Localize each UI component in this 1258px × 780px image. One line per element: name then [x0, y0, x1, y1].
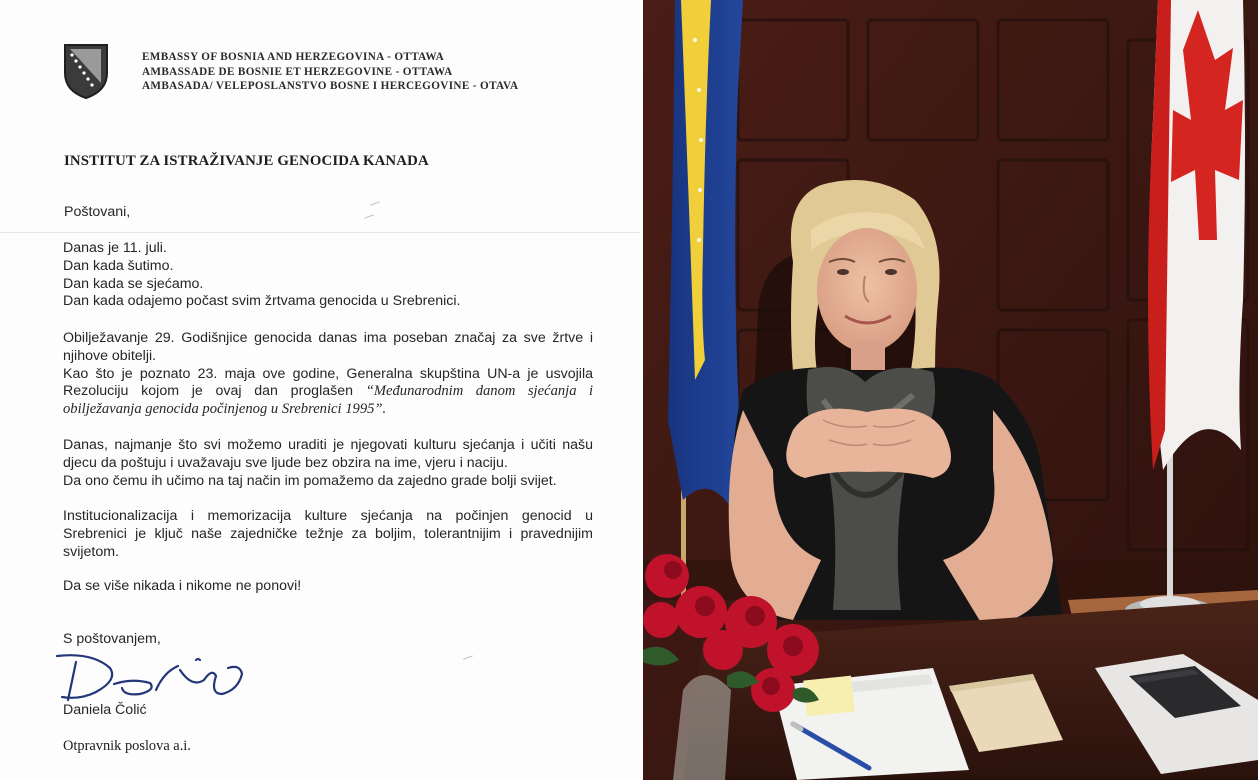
paragraph-line: Srebrenici je ključ naše zajedničke težnje za boljim, tolerantnijim i pravednijim: [63, 525, 593, 542]
photo-illustration: [643, 0, 1258, 780]
handwritten-signature: [52, 650, 252, 708]
paragraph-line: Institucionalizacija i memorizacija kulture sjećanja na počinjen genocid u: [63, 508, 593, 524]
paragraph-3: [63, 437, 593, 490]
signer-role: Otpravnik poslova a.i.: [63, 738, 191, 754]
paragraph-4: [63, 508, 593, 561]
letterhead: [142, 50, 518, 94]
paragraph-line: svijetom.: [63, 543, 119, 560]
paragraph-line: Dan kada odajemo počast svim žrtvama genocida u Srebrenici.: [63, 293, 461, 310]
signer-name: Daniela Čolić: [63, 702, 147, 718]
scan-artifact: [370, 201, 380, 205]
paragraph-line: djecu da poštuju i uvažavaju sve ljude bez obzira na ime, vjeru i naciju.: [63, 454, 508, 471]
paragraph-2: [63, 330, 593, 419]
letterhead-line-en: EMBASSY OF BOSNIA AND HERZEGOVINA - OTTAWA: [142, 51, 445, 63]
scan-artifact: [364, 214, 374, 218]
resolution-title: “Međunarodnim danom sjećanja i: [365, 383, 593, 400]
scan-artifact: [463, 655, 473, 659]
paragraph-text: Rezoluciju kojom je ovaj dan proglašen: [63, 383, 366, 400]
paragraph-line: Danas, najmanje što svi možemo uraditi je njegovati kulturu sjećanja i učiti našu: [63, 437, 593, 453]
scan-line: [0, 232, 640, 233]
paragraph-line: Danas je 11. juli.: [63, 240, 167, 256]
paragraph-5: Da se više nikada i nikome ne ponovi!: [63, 578, 302, 594]
paragraph-line: [63, 401, 593, 419]
greeting: Poštovani,: [64, 204, 131, 220]
letterhead-line-fr: AMBASSADE DE BOSNIE ET HERZEGOVINE - OTTAWA: [142, 65, 453, 78]
paragraph-line: Kao što je poznato 23. maja ove godine, Generalna skupština UN-a je usvojila: [63, 365, 593, 382]
resolution-title: obilježavanja genocida počinjenog u Srebrenici 1995: [63, 401, 375, 418]
paragraph-line: [63, 383, 593, 401]
letterhead-line-bs: AMBASADA/ VELEPOSLANSTVO BOSNE I HERCEGOVINE - OTAVA: [142, 80, 519, 93]
paragraph-line: Dan kada se sjećamo.: [63, 275, 204, 292]
closing: S poštovanjem,: [63, 631, 161, 647]
bosnia-coat-of-arms-icon: [63, 43, 109, 99]
paragraph-line: njihove obitelji.: [63, 347, 157, 364]
paragraph-line: Dan kada šutimo.: [63, 257, 174, 274]
portrait-photo: [643, 0, 1258, 780]
paragraph-line: Obilježavanje 29. Godišnjice genocida danas ima poseban značaj za sve žrtve i: [63, 330, 593, 346]
resolution-title-end: ”.: [374, 401, 387, 418]
paragraph-1: [63, 240, 593, 311]
paragraph-line: Da ono čemu ih učimo na taj način im pomažemo da zajedno grade bolji svijet.: [63, 472, 557, 489]
recipient-heading: INSTITUT ZA ISTRAŽIVANJE GENOCIDA KANADA: [64, 153, 429, 169]
